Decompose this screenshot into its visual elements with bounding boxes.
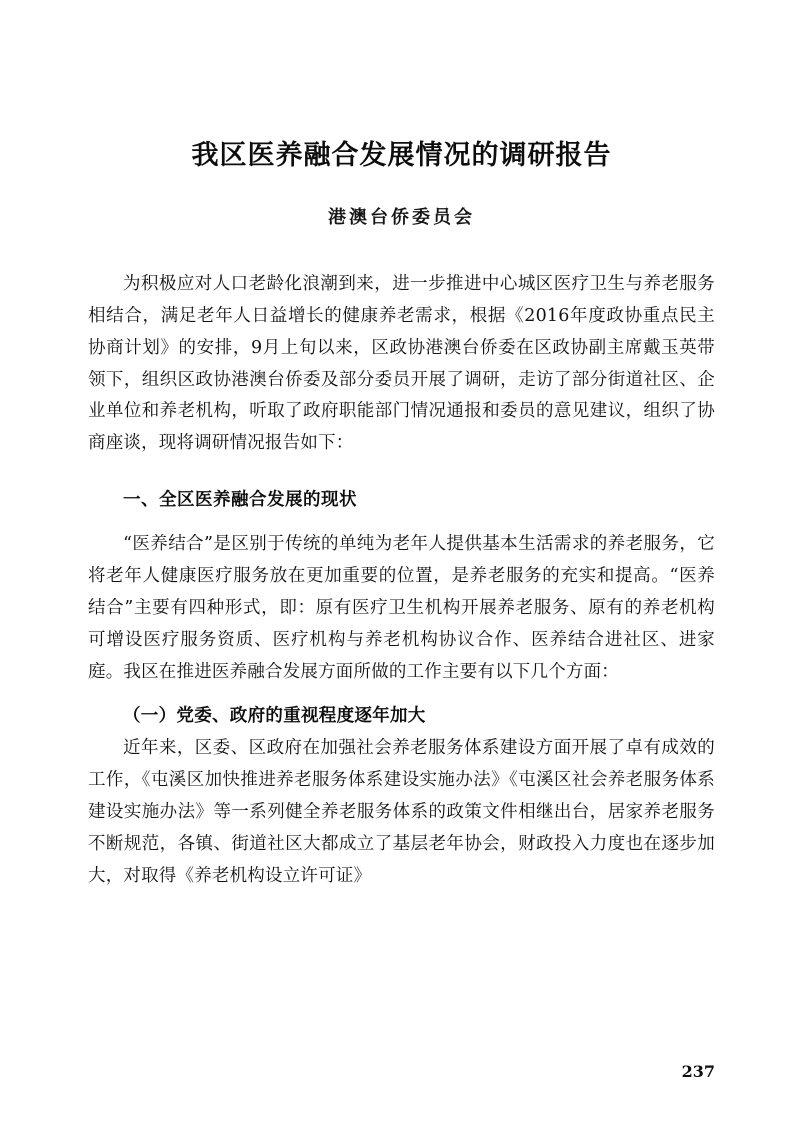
page-number: 237 [681,1062,715,1081]
intro-paragraph: 为积极应对人口老龄化浪潮到来，进一步推进中心城区医疗卫生与养老服务相结合，满足老年人日益增长的健康养老需求，根据《2016年度政协重点民主协商计划》的安排，9月上旬以来，区政协港澳台侨委在区政协副主席戴玉英带领下，组织区政协港澳台侨委及部分委员开展了调研，走访了部分街道社区、企业单位和养老机构，听取了政府职能部门情况通报和委员的意见建议，组织了协商座谈，现将调研情况报告如下： [88,274,715,454]
section-paragraph-1: “医养结合”是区别于传统的单纯为老年人提供基本生活需求的养老服务，它将老年人健康医疗服务放在更加重要的位置，是养老服务的充实和提高。“医养结合”主要有四种形式，即：原有医疗卫生机构开展养老服务、原有的养老机构可增设医疗服务资质、医疗机构与养老机构协议合作、医养结合进社区、进家庭。我区在推进医养融合发展方面所做的工作主要有以下几个方面： [88,534,715,682]
sub-paragraph-1: 近年来，区委、区政府在加强社会养老服务体系建设方面开展了卓有成效的工作，《屯溪区加快推进养老服务体系建设实施办法》《屯溪区社会养老服务体系建设实施办法》等一系列健全养老服务体系的政策文件相继出台，居家养老服务不断规范，各镇、街道社区大都成立了基层老年协会，财政投入力度也在逐步加大，对取得《养老机构设立许可证》 [88,738,715,886]
document-author: 港澳台侨委员会 [328,207,475,229]
section-heading-1: 一、全区医养融合发展的现状 [123,490,357,511]
document-body [88,269,715,893]
page-title: 我区医养融合发展情况的调研报告 [191,140,612,171]
sub-heading-1: （一）党委、政府的重视程度逐年加大 [123,706,426,727]
